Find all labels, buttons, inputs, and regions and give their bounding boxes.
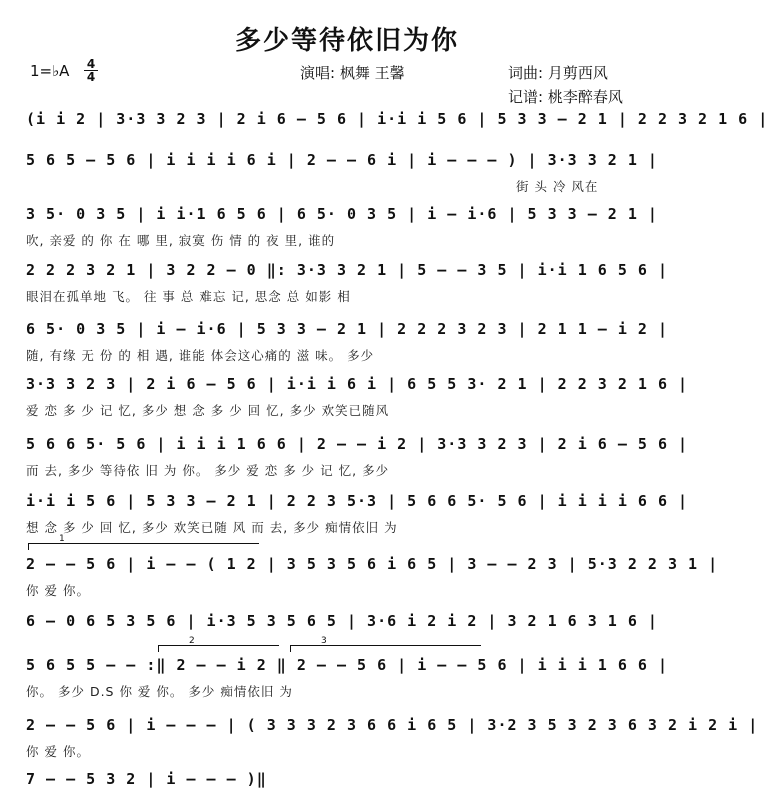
notes-line: 2 — — 5 6 | i — — ( 1 2 | 3 5 3 5 6 i 6 5 | 3 — — 2 3 | 5·3 2 2 3 1 | [26,555,719,573]
notes-line: 5 6 6 5· 5 6 | i i i 1 6 6 | 2 — — i 2 | 3·3 3 2 3 | 2 i 6 — 5 6 | [26,435,689,453]
lyrics-line: 你。 多少 D.S 你 爱 你。 多少 痴情依旧 为 [26,684,293,699]
volta-bracket-2: 2 [158,645,279,652]
lyrics-line: 爱 恋 多 少 记 忆, 多少 想 念 多 少 回 忆, 多少 欢笑已随风 [26,403,390,418]
lyrics-line: 街 头 冷 风在 [516,179,599,194]
key-signature: 1=♭A [30,62,70,80]
singers: 演唱: 枫舞 王馨 [300,64,405,82]
volta-bracket-3: 3 [290,645,481,652]
lyrics-line: 吹, 亲爱 的 你 在 哪 里, 寂寞 伤 情 的 夜 里, 谁的 [26,233,336,248]
lyrics-line: 而 去, 多少 等待依 旧 为 你。 多少 爱 恋 多 少 记 忆, 多少 [26,463,390,478]
transcriber: 记谱: 桃李醉春风 [508,88,623,106]
lyrics-line: 眼泪在孤单地 飞。 往 事 总 难忘 记, 思念 总 如影 相 [26,289,351,304]
lyrics-line: 想 念 多 少 回 忆, 多少 欢笑已随 风 而 去, 多少 痴情依旧 为 [26,520,398,535]
lyrics-line: 随, 有缘 无 份 的 相 遇, 谁能 体会这心痛的 滋 味。 多少 [26,348,375,363]
notes-line: (i i 2 | 3·3 3 2 3 | 2 i 6 — 5 6 | i·i i 5 6 | 5 3 3 — 2 1 | 2 2 3 2 1 6 | [26,110,768,128]
song-title: 多少等待依旧为你 [234,26,459,56]
notes-line: 6 — 0 6 5 3 5 6 | i·3 5 3 5 6 5 | 3·6 i 2 i 2 | 3 2 1 6 3 1 6 | [26,612,658,630]
lyrics-line: 你 爱 你。 [26,583,90,598]
composer: 词曲: 月剪西风 [508,64,608,82]
notes-line: 5 6 5 5 — — :‖ 2 — — i 2 ‖ 2 — — 5 6 | i — — 5 6 | i i i 1 6 6 | [26,656,668,674]
notes-line: 5 6 5 — 5 6 | i i i i 6 i | 2 — — 6 i | i — — — ) | 3·3 3 2 1 | [26,151,658,169]
notes-line: 7 — — 5 3 2 | i — — — )‖ [26,770,267,788]
lyrics-line: 你 爱 你。 [26,744,90,759]
time-signature: 4 4 [84,58,98,83]
volta-bracket-1: 1 [28,543,259,550]
notes-line: 2 — — 5 6 | i — — — | ( 3 3 3 2 3 6 6 i 6 5 | 3·2 3 5 3 2 3 6 3 2 i 2 i | [26,716,759,734]
notes-line: i·i i 5 6 | 5 3 3 — 2 1 | 2 2 3 5·3 | 5 6 6 5· 5 6 | i i i i 6 6 | [26,492,689,510]
notes-line: 6 5· 0 3 5 | i — i·6 | 5 3 3 — 2 1 | 2 2 2 3 2 3 | 2 1 1 — i 2 | [26,320,668,338]
notes-line: 3·3 3 2 3 | 2 i 6 — 5 6 | i·i i 6 i | 6 5 5 3· 2 1 | 2 2 3 2 1 6 | [26,375,689,393]
notes-line: 3 5· 0 3 5 | i i·1 6 5 6 | 6 5· 0 3 5 | i — i·6 | 5 3 3 — 2 1 | [26,205,658,223]
notes-line: 2 2 2 3 2 1 | 3 2 2 — 0 ‖: 3·3 3 2 1 | 5 — — 3 5 | i·i 1 6 5 6 | [26,261,668,279]
